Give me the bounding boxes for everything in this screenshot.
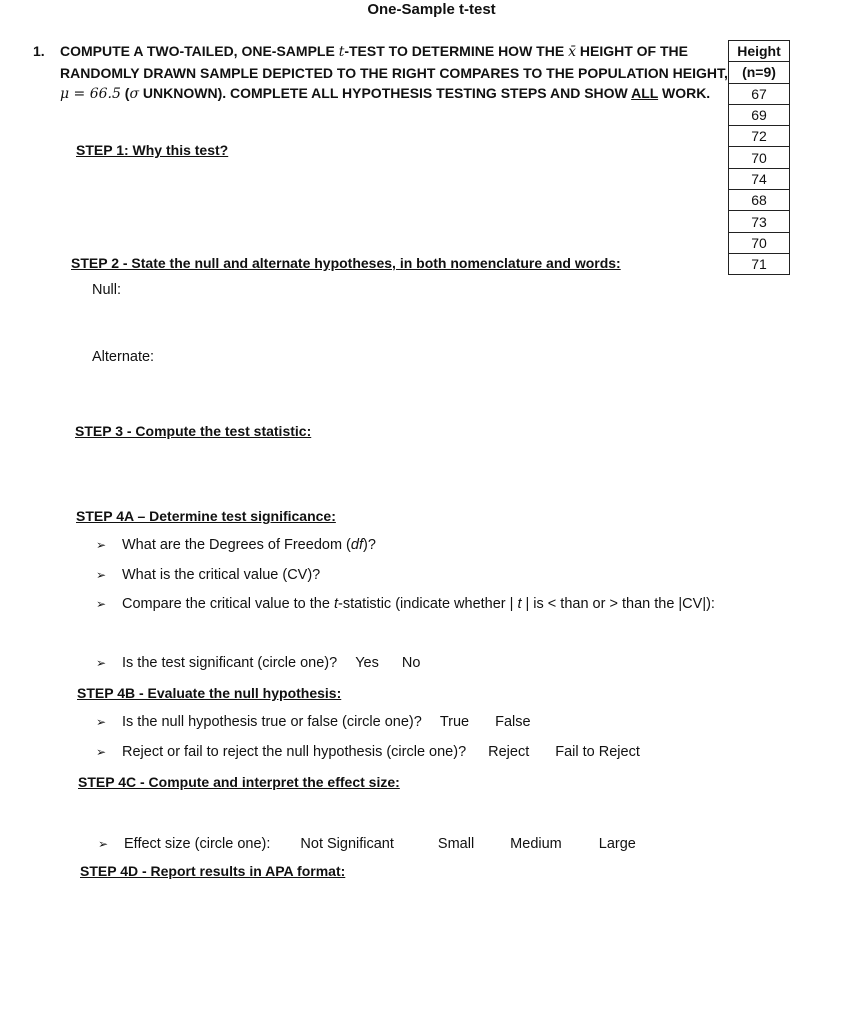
question-part: UNKNOWN). COMPLETE ALL HYPOTHESIS TESTING STEPS AND SHOW (139, 85, 632, 102)
t-italic: t (333, 596, 338, 612)
reject-question (96, 744, 640, 760)
arrow-bullet-icon: ➢ (96, 715, 107, 729)
step4a-heading: STEP 4A – Determine test significance: (76, 508, 336, 524)
option-medium[interactable]: Medium (510, 836, 562, 852)
text-part: )? (362, 537, 376, 553)
arrow-bullet-icon: ➢ (96, 568, 107, 582)
question-number: 1. (33, 43, 45, 59)
option-false[interactable]: False (495, 714, 531, 730)
option-not-significant[interactable]: Not Significant (300, 836, 394, 852)
question-part: WORK. (658, 85, 711, 102)
mu-value: μ = 66.5 (60, 86, 121, 103)
df-italic: df (350, 537, 363, 553)
text-part: -statistic (indicate whether | (338, 596, 518, 612)
step4c-heading: STEP 4C - Compute and interpret the effect size: (78, 774, 400, 790)
height-data-table (728, 40, 790, 275)
arrow-bullet-icon: ➢ (96, 656, 107, 670)
table-cell: 74 (729, 168, 790, 189)
option-small[interactable]: Small (437, 836, 475, 852)
table-cell: 71 (729, 253, 790, 274)
option-reject[interactable]: Reject (488, 744, 530, 760)
table-cell: 70 (729, 147, 790, 168)
table-cell: 70 (729, 232, 790, 253)
table-cell: 72 (729, 126, 790, 147)
table-header-n: (n=9) (729, 62, 790, 83)
page-title-text: One-Sample t-test (367, 1, 496, 18)
table-cell: 68 (729, 190, 790, 211)
true-false-question (96, 714, 531, 730)
alternate-label: Alternate: (92, 349, 155, 365)
step4b-heading: STEP 4B - Evaluate the null hypothesis: (77, 685, 342, 701)
option-large[interactable]: Large (598, 836, 636, 852)
all-emphasis: ALL (631, 85, 659, 102)
question-part: ( (120, 85, 130, 102)
question-part: -TEST TO DETERMINE HOW THE (344, 43, 569, 59)
arrow-bullet-icon: ➢ (96, 745, 107, 759)
page-title (0, 1, 863, 18)
table-cell: 67 (729, 83, 790, 104)
t-symbol: t (338, 44, 345, 60)
table-cell: 69 (729, 104, 790, 125)
step3-heading: STEP 3 - Compute the test statistic: (75, 423, 312, 439)
null-label: Null: (92, 282, 122, 298)
table-cell: 73 (729, 211, 790, 232)
question-part: COMPUTE A TWO-TAILED, ONE-SAMPLE (60, 43, 339, 59)
text-part: Effect size (circle one): (124, 836, 271, 852)
question-part: HEIGHT OF THE RANDOMLY DRAWN SAMPLE DEPICTED TO THE RIGHT COMPARES TO THE POPULATION HEIGHT, (60, 43, 728, 81)
text-part: | is < than or > than the |CV|): (521, 596, 715, 612)
text-part: What are the Degrees of Freedom ( (122, 537, 351, 553)
option-yes[interactable]: Yes (355, 655, 379, 671)
compare-question (96, 596, 715, 612)
cv-question (96, 567, 320, 583)
option-no[interactable]: No (401, 655, 421, 671)
text-part: Reject or fail to reject the null hypothesis (circle one)? (122, 744, 467, 760)
option-fail-to-reject[interactable]: Fail to Reject (555, 744, 640, 760)
arrow-bullet-icon: ➢ (96, 597, 107, 611)
text-part: Is the test significant (circle one)? (122, 655, 338, 671)
df-question (96, 537, 376, 553)
arrow-bullet-icon: ➢ (98, 837, 109, 851)
step2-heading: STEP 2 - State the null and alternate hypotheses, in both nomenclature and words: (71, 255, 621, 271)
xbar-symbol: x̄ (568, 44, 576, 60)
effect-size-question (98, 836, 636, 852)
text-part: What is the critical value (CV)? (122, 567, 321, 583)
text-part: Is the null hypothesis true or false (circle one)? (122, 714, 422, 730)
sigma-symbol: σ (129, 86, 140, 103)
question-text (60, 41, 730, 105)
text-part: Compare the critical value to the (122, 596, 334, 612)
arrow-bullet-icon: ➢ (96, 538, 107, 552)
step4d-heading: STEP 4D - Report results in APA format: (80, 863, 346, 879)
significant-question (96, 655, 420, 671)
table-header-height: Height (729, 41, 790, 62)
option-true[interactable]: True (439, 714, 470, 730)
t-italic: t (517, 596, 522, 612)
step1-heading: STEP 1: Why this test? (76, 142, 229, 158)
